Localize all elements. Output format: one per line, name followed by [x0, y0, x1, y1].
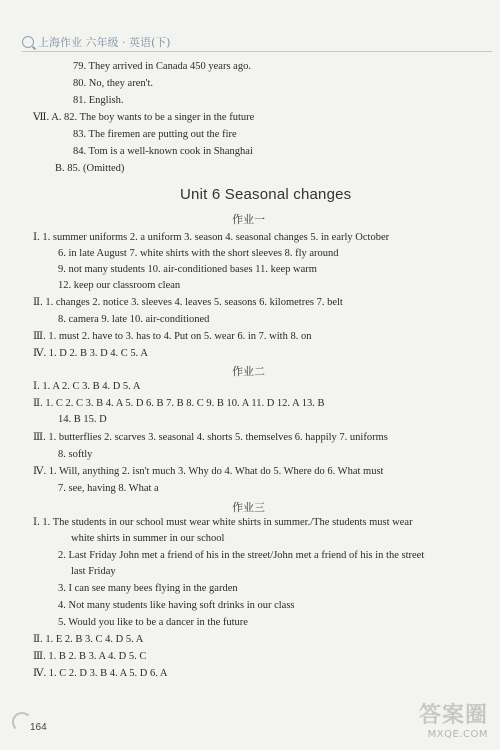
watermark-text: 答案圈 [418, 703, 488, 728]
answer-line: last Friday [71, 566, 116, 577]
answer-line: Ⅱ. 1. changes 2. notice 3. sleeves 4. leaves 5. seasons 6. kilometres 7. belt [33, 297, 343, 308]
page-number: 164 [30, 722, 47, 733]
answer-line: 6. in late August 7. white shirts with the short sleeves 8. fly around [58, 248, 339, 259]
unit-title: Unit 6 Seasonal changes [180, 186, 352, 203]
answer-line: Ⅱ. 1. E 2. B 3. C 4. D 5. A [33, 634, 144, 645]
answer-line: 4. Not many students like having soft drinks in our class [58, 600, 295, 611]
answer-line: B. 85. (Omitted) [55, 163, 125, 174]
page-header [22, 33, 171, 51]
answer-line: Ⅳ. 1. C 2. D 3. B 4. A 5. D 6. A [33, 668, 168, 679]
watermark [419, 698, 488, 740]
answer-line: Ⅰ. 1. A 2. C 3. B 4. D 5. A [33, 381, 141, 392]
answer-line: Ⅰ. 1. The students in our school must wear white shirts in summer./The students must wear [33, 517, 413, 528]
answer-line: Ⅲ. 1. butterflies 2. scarves 3. seasonal 4. shorts 5. themselves 6. happily 7. uniforms [33, 432, 388, 443]
header-title: 上海作业 六年级 · 英语(下) [38, 36, 171, 49]
answer-line: 8. softly [58, 449, 93, 460]
answer-line: 80. No, they aren't. [73, 78, 154, 89]
answer-line: Ⅰ. 1. summer uniforms 2. a uniform 3. season 4. seasonal changes 5. in early October [33, 232, 390, 243]
answer-line: Ⅲ. 1. must 2. have to 3. has to 4. Put on 5. wear 6. in 7. with 8. on [33, 331, 312, 342]
section-title: 作业三 [232, 501, 265, 514]
answer-line: Ⅳ. 1. D 2. B 3. D 4. C 5. A [33, 348, 148, 359]
answer-line: Ⅶ. A. 82. The boy wants to be a singer in the future [33, 112, 255, 123]
answer-line: white shirts in summer in our school [71, 533, 225, 544]
swirl-decoration-icon [12, 712, 32, 732]
answer-line: Ⅲ. 1. B 2. B 3. A 4. D 5. C [33, 651, 147, 662]
answer-line: 2. Last Friday John met a friend of his in the street/John met a friend of his in the street [58, 550, 425, 561]
section-title: 作业二 [232, 365, 265, 378]
answer-line: 14. B 15. D [58, 414, 107, 425]
answer-line: 81. English. [73, 95, 124, 106]
answer-line: 8. camera 9. late 10. air-conditioned [58, 314, 210, 325]
section-title: 作业一 [232, 213, 265, 226]
answer-line: 3. I can see many bees flying in the garden [58, 583, 238, 594]
answer-line: 84. Tom is a well-known cook in Shanghai [73, 146, 253, 157]
answer-line: 79. They arrived in Canada 450 years ago. [73, 61, 251, 72]
answer-line: Ⅳ. 1. Will, anything 2. isn't much 3. Why do 4. What do 5. Where do 6. What must [33, 466, 384, 477]
answer-line: 12. keep our classroom clean [58, 280, 181, 291]
answer-line: Ⅱ. 1. C 2. C 3. B 4. A 5. D 6. B 7. B 8. C 9. B 10. A 11. D 12. A 13. B [33, 398, 325, 409]
answer-line: 5. Would you like to be a dancer in the future [58, 617, 248, 628]
header-rule [22, 51, 492, 52]
search-logo-icon [22, 36, 34, 48]
answer-line: 83. The firemen are putting out the fire [73, 129, 237, 140]
answer-line: 9. not many students 10. air-conditioned bases 11. keep warm [58, 264, 317, 275]
answer-line: 7. see, having 8. What a [58, 483, 159, 494]
watermark-url: MXQE.COM [427, 729, 488, 740]
